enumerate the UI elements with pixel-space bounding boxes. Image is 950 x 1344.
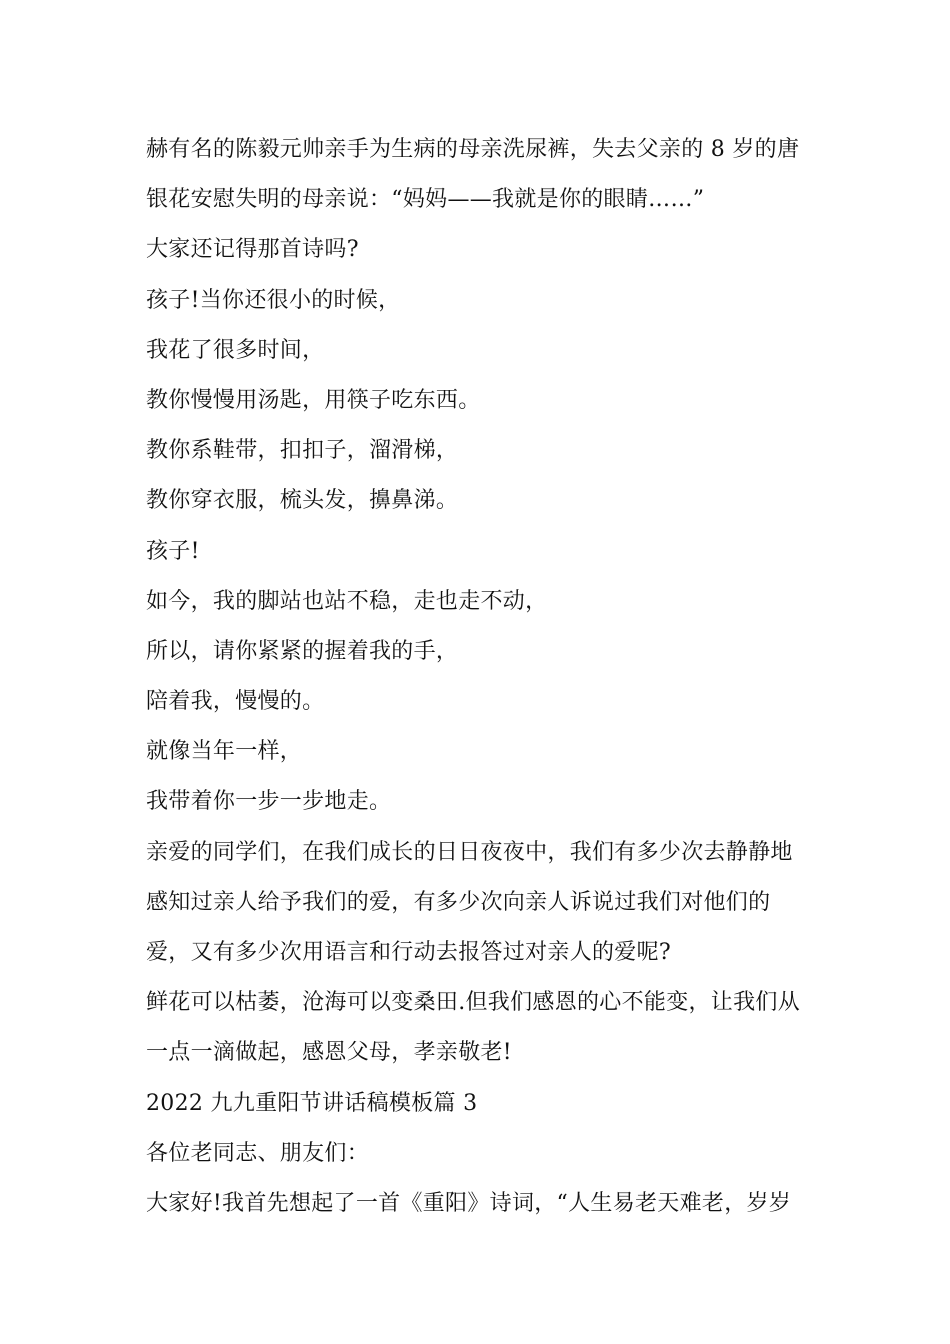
salutation-line: 各位老同志、朋友们： <box>146 1140 370 1166</box>
poem-line: 所以，请你紧紧的握着我的手， <box>146 638 459 664</box>
poem-line: 就像当年一样， <box>146 739 303 765</box>
text-line: 感知过亲人给予我们的爱，有多少次向亲人诉说过我们对他们的 <box>146 889 771 915</box>
text-line: 大家好!我首先想起了一首《重阳》诗词，“人生易老天难老，岁岁 <box>146 1190 792 1216</box>
poem-line: 我花了很多时间， <box>146 337 325 363</box>
poem-line: 我带着你一步一步地走。 <box>146 789 392 815</box>
poem-line: 孩子! <box>146 538 200 564</box>
poem-line: 教你系鞋带，扣扣子，溜滑梯， <box>146 438 459 464</box>
text-line: 赫有名的陈毅元帅亲手为生病的母亲洗尿裤，失去父亲的 8 岁的唐 <box>146 137 800 162</box>
text-line: 亲爱的同学们，在我们成长的日日夜夜中，我们有多少次去静静地 <box>146 839 793 865</box>
text-line: 爱，又有多少次用语言和行动去报答过对亲人的爱呢? <box>146 940 671 965</box>
text-line: 鲜花可以枯萎，沧海可以变桑田.但我们感恩的心不能变，让我们从 <box>146 990 800 1016</box>
document-body <box>146 132 816 1236</box>
text-line: 一点一滴做起，感恩父母，孝亲敬老! <box>146 1040 512 1066</box>
poem-line: 教你穿衣服，梳头发，擤鼻涕。 <box>146 488 459 514</box>
poem-line: 如今，我的脚站也站不稳，走也走不动， <box>146 588 548 614</box>
poem-line: 陪着我，慢慢的。 <box>146 689 325 715</box>
section-heading: 2022 九九重阳节讲话稿模板篇 3 <box>146 1090 478 1116</box>
text-line: 大家还记得那首诗吗? <box>146 237 359 263</box>
poem-line: 孩子!当你还很小的时候， <box>146 287 401 313</box>
text-line: 银花安慰失明的母亲说：“妈妈——我就是你的眼睛……” <box>146 187 705 213</box>
poem-line: 教你慢慢用汤匙，用筷子吃东西。 <box>146 387 481 413</box>
